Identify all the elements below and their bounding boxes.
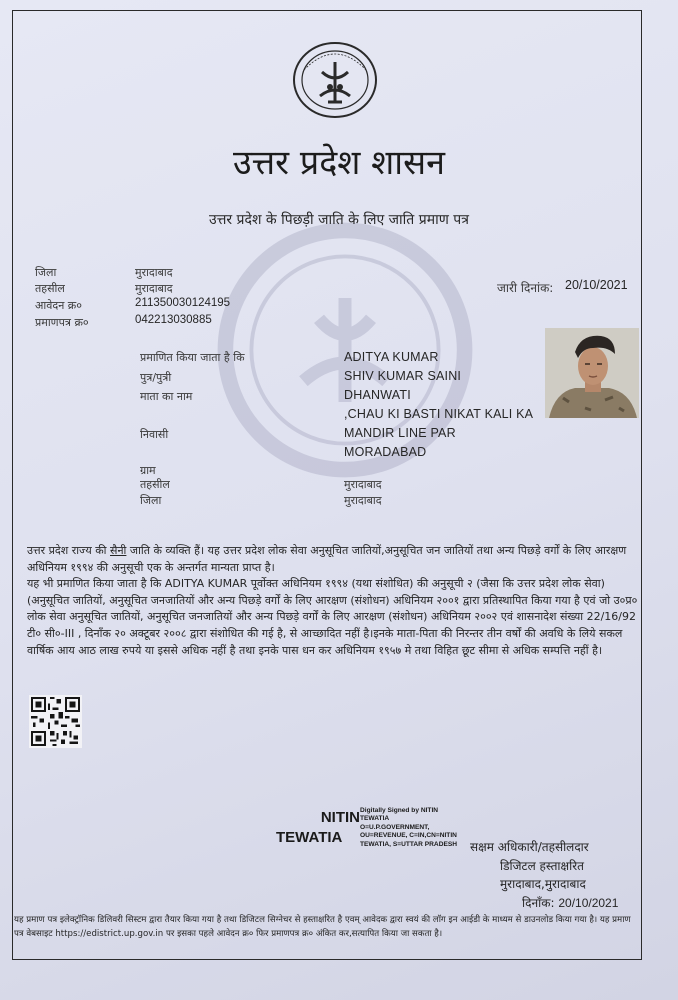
parent-name: SHIV KUMAR SAINI bbox=[344, 369, 462, 383]
details-tehsil-value: मुरादाबाद bbox=[344, 478, 382, 491]
digital-signature-details: Digitally Signed by NITIN TEWATIA O=U.P.GOVERNMENT, OU=REVENUE, C=IN,CN=NITIN TEWATIA, S=UTTAR PRADESH bbox=[360, 807, 458, 848]
officer-designation: सक्षम अधिकारी/तहसीलदार bbox=[470, 840, 589, 854]
verification-footer: यह प्रमाण पत्र इलेक्ट्रॉनिक डिलिवरी सिस्टम द्वारा तैयार किया गया है तथा डिजिटल सिग्नेचर से हस्ताक्षरित है एवम् आवेदक द्वारा स्वयं की लॉग इन आईडी के माध्यम से डाउनलोड किया गया है। यह प्रमाण पत्र वेबसाइट https://edistrict.up.gov.in पर इसका पहले आवेदन क्र० फिर प्रमाणपत्र क्र० अंकित कर,सत्यापित किया जा सकता है। bbox=[14, 915, 631, 939]
page-title: उत्तर प्रदेश शासन bbox=[233, 143, 445, 183]
district-value: मुरादाबाद bbox=[135, 266, 173, 279]
address-line-3: MORADABAD bbox=[344, 445, 427, 459]
qr-code-icon bbox=[29, 695, 82, 748]
residence-label: निवासी bbox=[140, 428, 169, 441]
details-district-value: मुरादाबाद bbox=[344, 494, 382, 507]
application-number-value: 211350030124195 bbox=[135, 297, 231, 309]
certify-label: प्रमाणित किया जाता है कि bbox=[140, 351, 245, 364]
village-label: ग्राम bbox=[140, 464, 156, 477]
district-label: जिला bbox=[35, 266, 57, 279]
applicant-portrait-icon bbox=[545, 328, 639, 418]
signatory-first-name: NITIN bbox=[320, 809, 360, 826]
certificate-number-label: प्रमाणपत्र क्र० bbox=[35, 316, 89, 329]
issue-date-label: जारी दिनांक: bbox=[497, 281, 554, 295]
officer-date-value: 20/10/2021 bbox=[558, 895, 619, 910]
up-government-emblem-icon bbox=[290, 40, 380, 120]
mother-name: DHANWATI bbox=[344, 388, 411, 402]
details-district-label: जिला bbox=[140, 494, 162, 507]
body-paragraph-1-start: उत्तर प्रदेश राज्य की bbox=[27, 544, 111, 557]
body-paragraph-1 bbox=[27, 543, 639, 576]
certificate-body bbox=[27, 543, 639, 659]
tehsil-value: मुरादाबाद bbox=[135, 282, 173, 295]
parent-label: पुत्र/पुत्री bbox=[140, 371, 172, 384]
details-tehsil-label: तहसील bbox=[140, 478, 170, 491]
officer-block bbox=[470, 838, 640, 912]
signatory-last-name: TEWATIA bbox=[276, 829, 343, 846]
digitally-signed-label: डिजिटल हस्ताक्षरित bbox=[500, 858, 584, 873]
applicant-photo bbox=[545, 328, 639, 418]
certificate-number-value: 042213030885 bbox=[135, 314, 212, 326]
body-paragraph-2: यह भी प्रमाणित किया जाता है कि ADITYA KUMAR पूर्वोक्त अधिनियम १९९४ (यथा संशोधित) की अनुसूची २ (जैसा कि उत्तर प्रदेश लोक सेवा)(अनुसूचित जातियों, अनुसूचित जनजातियों और अन्य पिछड़े वर्गों के लिए आरक्षण (संशोधन) अधिनियम २००१ द्वारा प्रतिस्थापित किया गया है एवं जो उ०प्र० लोक सेवा अनुसूचित जातियों, अनुसूचित जनजातियों और अन्य पिछड़े वर्गों के लिए आरक्षण (संशोधन) अधिनियम २००२ एवं शासनादेश संख्या 22/16/92 टी० सी०-III , दिनाँक २० अक्टूबर २००८ द्वारा संशोधित की गई है, से आच्छादित नहीं है।इनके माता-पिता की निरन्तर तीन वर्षों की अवधि के लिये सकल वार्षिक आय आठ लाख रुपये या इससे अधिक नहीं है तथा इनके पास धन कर अधिनियम १९५७ मे तथा विहित छूट सीमा से अधिक सम्पत्ति नहीं है। bbox=[27, 577, 638, 657]
signatory-name bbox=[276, 808, 360, 848]
application-number-label: आवेदन क्र० bbox=[35, 299, 82, 312]
address-line-1: ,CHAU KI BASTI NIKAT KALI KA bbox=[344, 407, 534, 421]
mother-label: माता का नाम bbox=[140, 390, 193, 403]
officer-location: मुरादाबाद,मुरादाबाद bbox=[500, 877, 586, 891]
issue-date-value: 20/10/2021 bbox=[565, 278, 628, 292]
certificate-subtitle: उत्तर प्रदेश के पिछड़ी जाति के लिए जाति प्रमाण पत्र bbox=[209, 212, 469, 228]
body-paragraph-1-end: जाति के व्यक्ति हैं। यह उत्तर प्रदेश लोक सेवा अनुसूचित जातियों,अनुसूचित जन जातियों तथा अन्य पिछड़े वर्गों के लिए आरक्षण अधिनियम १९९४ की अनुसूची एक के अन्तर्गत मान्यता प्राप्त है। bbox=[27, 544, 627, 574]
tehsil-label: तहसील bbox=[35, 282, 65, 295]
applicant-name: ADITYA KUMAR bbox=[344, 350, 439, 364]
caste-name: सैनी bbox=[110, 544, 127, 557]
address-line-2: MANDIR LINE PAR bbox=[344, 426, 456, 440]
officer-date-label: दिनाँक: bbox=[522, 895, 555, 910]
